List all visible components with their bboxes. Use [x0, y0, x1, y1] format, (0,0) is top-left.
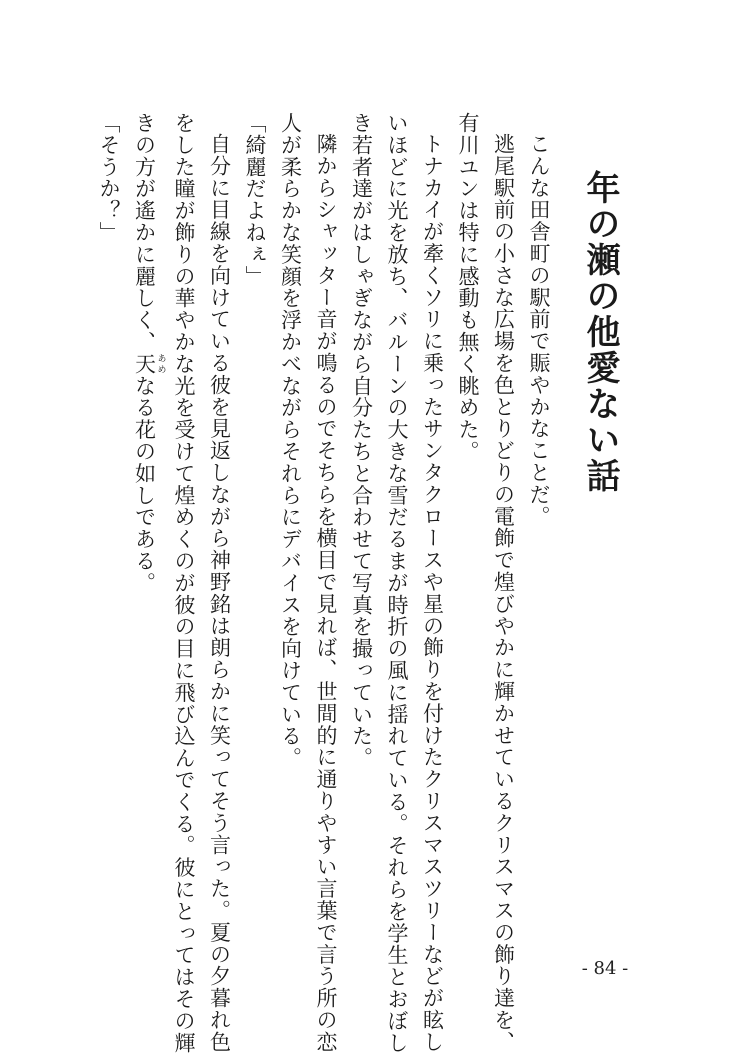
text-line: をした瞳が飾りの華やかな光を受けて煌めくのが彼の目に飛び込んでくる。彼にとってはその輝: [172, 112, 196, 1054]
body-text: [97, 112, 556, 1054]
text-fragment: なる花の如しである。: [132, 374, 157, 594]
text-fragment: きの方が遙かに麗しく、: [132, 112, 157, 353]
text-line: いほどに光を放ち、バルーンの大きな雪だるまが時折の風に揺れている。それらを学生とおぼし: [385, 112, 409, 1054]
page-number: - 84 -: [581, 958, 629, 979]
text-line: 逃尾駅前の小さな広場を色とりどりの電飾で煌びやかに輝かせているクリスマスの飾り達を、: [491, 133, 516, 1053]
text-line: こんな田舎町の駅前で賑やかなことだ。: [527, 133, 551, 528]
text-line: 有川ユンは特に感動も無く眺めた。: [456, 112, 480, 463]
ruby-reading: あめ: [155, 352, 166, 375]
text-line: き若者達がはしゃぎながら自分たちと合わせて写真を撮っていた。: [349, 112, 374, 769]
text-line: トナカイが牽くソリに乗ったサンタクロースや星の飾りを付けたクリスマスツリーなどが眩し: [420, 133, 445, 1053]
chapter-title: 年の瀬の他愛ない話: [580, 170, 620, 494]
ruby-word: [132, 352, 166, 375]
text-line: [126, 112, 166, 932]
ruby-base: 天: [132, 352, 157, 375]
dialogue-line: 「そうか？」: [97, 112, 121, 244]
text-line: 人が柔らかな笑顔を浮かべながらそれらにデバイスを向けている。: [278, 112, 303, 769]
text-line: 自分に目線を向けている彼を見返しながら神野銘は朗らかに笑ってそう言った。夏の夕暮れ色: [207, 133, 232, 1053]
text-line: 隣からシャッター音が鳴るのでそちらを横目で見れば、世間的に通りやすい言葉で言う所の恋: [314, 133, 338, 1053]
dialogue-line: 「綺麗だよねぇ」: [243, 112, 267, 288]
